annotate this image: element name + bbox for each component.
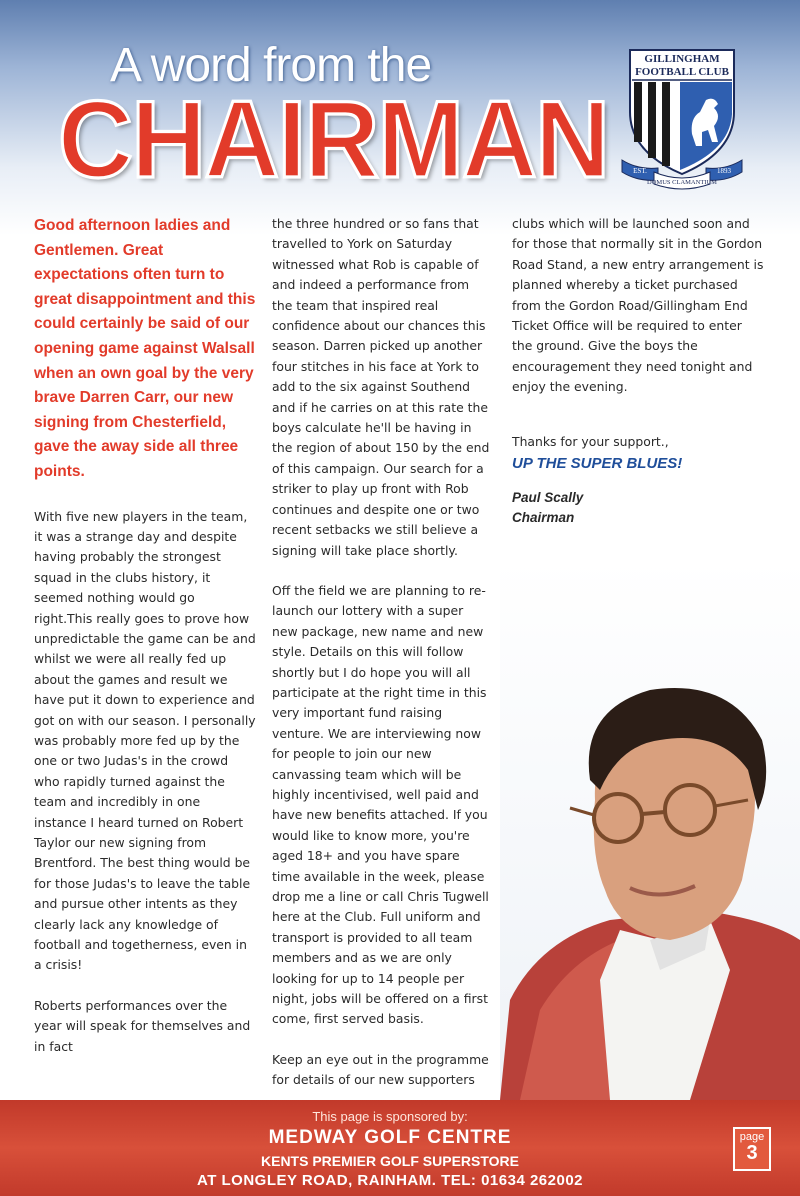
crest-year: 1893 xyxy=(717,167,731,175)
sponsor-subtitle: KENTS PREMIER GOLF SUPERSTORE xyxy=(261,1153,519,1169)
sponsor-footer xyxy=(0,1100,800,1196)
sponsor-address: AT LONGLEY ROAD, RAINHAM. TEL: 01634 262002 xyxy=(196,1172,584,1189)
signature-title: Chairman xyxy=(512,510,575,526)
column-1 xyxy=(34,214,256,1077)
crest-motto: DOMUS CLAMANTIUM xyxy=(647,179,717,186)
lead-paragraph: Good afternoon ladies and Gentlemen. Great expectations often turn to great disappointment and this could certainly be said of our opening game against Walsall when an own goal by the very brave Darren Carr, our new signing from Chesterfield, gave the away side all three points. xyxy=(34,217,256,480)
body-paragraph: the three hundred or so fans that travelled to York on Saturday witnessed what Rob is capable of and indeed a performance from the team that inspired real confidence about our chances this season. Darren picked up another four stitches in his face at York to add to the six against Southend and if he carries on at this rate the boys calculate he'll be having in the region of about 150 by the end of this campaign. Our search for a striker to play up front with Rob continues and despite one or two recent setbacks we still believe a signing will take place shortly. xyxy=(272,216,490,558)
sponsor-line: This page is sponsored by: xyxy=(312,1109,468,1124)
body-paragraph: Off the field we are planning to re-launch our lottery with a super new package, new name and new style. Details on this will follow shortly but I do hope you will all participate at the right time in this very important fund raising venture. We are interviewing now for people to join our new canvassing team which will be highly incentivised, well paid and have new benefits attached. If you would like to know more, you're aged 18+ and you have spare time available in the week, please drop me a line or call Chris Tugwell here at the Club. Full uniform and transport is provided to all team members and as we are only looking for up to 14 people per night, jobs will be offered on a first come, first served basis. xyxy=(272,582,489,1027)
page-number-badge xyxy=(733,1127,771,1171)
thanks-text: Thanks for your support., xyxy=(512,433,669,449)
body-paragraph: Roberts performances over the year will speak for themselves and in fact xyxy=(34,997,251,1054)
slogan: UP THE SUPER BLUES! xyxy=(512,455,683,473)
sponsor-name: MEDWAY GOLF CENTRE xyxy=(268,1127,512,1148)
page-number: 3 xyxy=(746,1142,758,1164)
headline-title: CHAIRMAN xyxy=(58,79,609,201)
chairman-portrait xyxy=(500,640,800,1100)
club-crest-icon xyxy=(618,42,746,192)
column-3 xyxy=(512,214,764,528)
page-label: page xyxy=(739,1131,765,1143)
body-paragraph: Keep an eye out in the programme for details of our new supporters xyxy=(272,1051,489,1088)
crest-line2: FOOTBALL CLUB xyxy=(635,66,729,78)
crest-line1: GILLINGHAM xyxy=(644,53,720,65)
column-2 xyxy=(272,214,490,1111)
crest-est: EST. xyxy=(633,167,647,175)
body-paragraph: clubs which will be launched soon and for those that normally sit in the Gordon Road Stand, a new entry arrangement is planned whereby a ticket purchased from the Gordon Road/Gillingham End Ticket Office will be required to enter the ground. Give the boys the encouragement they need tonight and enjoy the evening. xyxy=(512,216,764,395)
signature-name: Paul Scally xyxy=(512,490,584,506)
headline-subtitle: A word from the xyxy=(110,39,432,92)
body-paragraph: With five new players in the team, it was a strange day and despite having probably the strongest squad in the clubs history, it seemed nothing would go right.This really goes to prove how unpredictable the game can be and whilst we were all really fed up about the games and result we have put it down to experience and got on with our season. I personally was probably more fed up by the one or two Judas's in the crowd who rapidly turned against the team and incredibly in one instance I heard turned on Robert Taylor our new signing from Brentford. The best thing would be for those Judas's to leave the table and pursue other intents as they clearly lack any knowledge of football and togetherness, even in a crisis! xyxy=(34,508,256,973)
